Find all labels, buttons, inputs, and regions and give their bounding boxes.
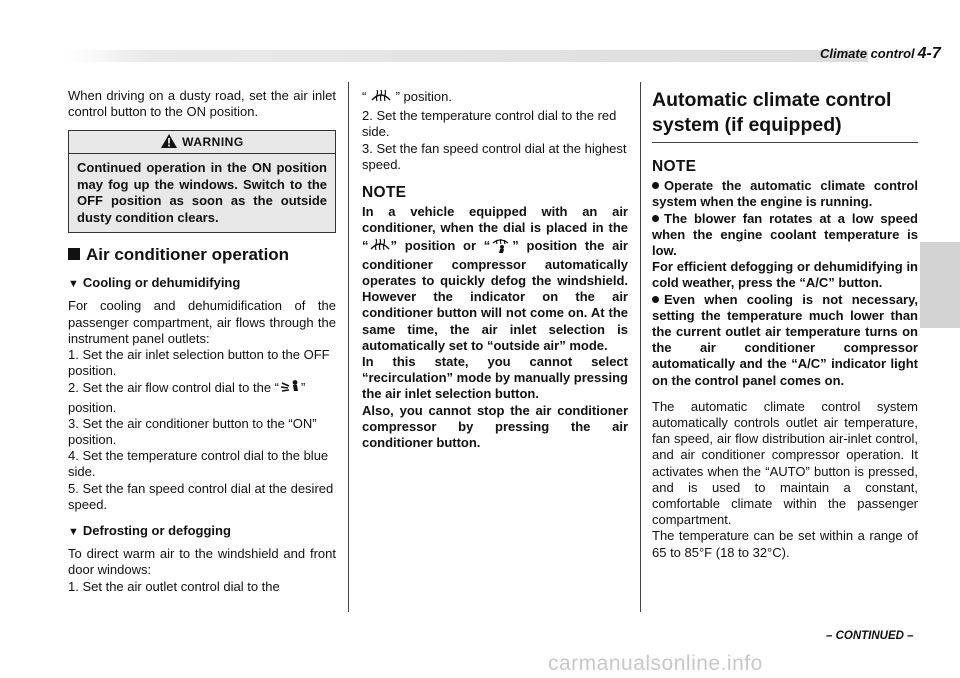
warning-box: [68, 130, 336, 233]
defrost-icon: [369, 237, 391, 257]
subsection-heading-text: Defrosting or defogging: [82, 523, 231, 539]
step: 1. Set the air outlet control dial to the: [68, 578, 280, 594]
triangle-bullet-icon: ▼: [68, 526, 79, 539]
note-text: Also, you cannot stop the air conditioner compressor by pressing the air conditioner button.: [362, 402, 628, 451]
column-3: [652, 88, 918, 561]
step: 5. Set the fan speed control dial at the desired speed.: [68, 480, 334, 512]
vent-face-mode-icon: [279, 379, 301, 399]
column-1: [68, 88, 336, 595]
warning-header: [69, 131, 335, 154]
bullet-dot-icon: [652, 296, 659, 303]
page-number: 4-7: [917, 45, 941, 62]
step-text: 2. Set the air flow control dial to the “: [68, 380, 279, 396]
section-heading: Automatic climate control system (if equipped): [652, 88, 918, 143]
column-2: [362, 88, 628, 451]
page-header: [820, 45, 941, 63]
paragraph: To direct warm air to the windshield and front door windows:: [68, 546, 336, 578]
note-text-part: ” position or “: [390, 237, 491, 253]
defrost-foot-icon: [490, 237, 512, 257]
step: 4. Set the temperature control dial to the blue side.: [68, 448, 329, 480]
step: [68, 379, 336, 415]
step: 3. Set the air conditioner button to the “ON” position.: [68, 415, 317, 448]
bullet-dot-icon: [652, 215, 659, 222]
paragraph: The automatic climate control system automatically controls outlet air temperature, fan speed, air flow distribution air-inlet control, and air conditioner compressor operation. It activates when the “AUTO” button is pressed, and is used to maintain a constant, comfortable climate within the passenger compartment.: [652, 398, 918, 528]
note-title: NOTE: [652, 158, 697, 175]
chapter-tab: [920, 242, 960, 328]
triangle-bullet-icon: ▼: [68, 278, 79, 291]
step: 2. Set the temperature control dial to the red side.: [362, 108, 617, 140]
warning-triangle-icon: [160, 133, 178, 149]
note-bullet: [652, 178, 918, 210]
note-text: In this state, you cannot select “recirculation” mode by manually pressing the air inlet selection button.: [362, 354, 628, 402]
warning-title: WARNING: [182, 135, 244, 150]
note-text-part: In a vehicle equipped with an air conditioner, when the dial is placed in the “: [362, 204, 628, 253]
note-text-part: ” position the air conditioner compressor automatically operates to quickly defog the windshield. However the indicator on the air conditioner button will not come on. At the same time, the air inlet selection is automatically set to “outside air” mode.: [362, 237, 628, 353]
paragraph: The temperature can be set within a range of 65 to 85°F (18 to 32°C).: [652, 528, 918, 560]
paragraph: For cooling and dehumidification of the passenger compartment, air flows through the instrument panel outlets:: [68, 298, 336, 346]
defrost-icon: [370, 88, 392, 108]
note-title: NOTE: [362, 184, 407, 202]
section-heading: [68, 247, 336, 263]
step-text: ” position.: [395, 89, 452, 104]
warning-text: Continued operation in the ON position may fog up the windows. Switch to the OFF position as soon as the outside dusty condition clears.: [77, 160, 327, 225]
quote-open: “: [362, 89, 367, 104]
step: [362, 88, 628, 108]
subsection-heading: [68, 275, 336, 292]
column-divider: [640, 82, 641, 612]
step-text: ” position.: [68, 380, 306, 415]
note-text: For efficient defogging or dehumidifying in cold weather, press the “A/C” button.: [652, 259, 918, 291]
note-bullet-text: Operate the automatic climate control system when the engine is running.: [652, 178, 918, 210]
section-title: Climate control: [820, 46, 915, 61]
note-bullet: [652, 292, 918, 389]
bullet-dot-icon: [652, 182, 659, 189]
note-bullet: [652, 211, 918, 260]
section-heading-text: Air conditioner operation: [86, 245, 290, 265]
intro-text: When driving on a dusty road, set the air inlet control button to the ON position.: [68, 88, 336, 120]
step: 1. Set the air inlet selection button to the OFF position.: [68, 347, 330, 379]
step: 3. Set the fan speed control dial at the highest speed.: [362, 140, 627, 172]
header-bar: [68, 50, 868, 62]
note-bullet-text: Even when cooling is not necessary, setting the temperature much lower than the current outlet air temperature turns on the air conditioner compressor automatically and the “A/C” indicator light on the control panel comes on.: [652, 291, 918, 388]
column-divider: [348, 82, 349, 612]
subsection-heading: [68, 523, 336, 540]
watermark: carmanualsonline.info: [548, 652, 763, 675]
note-text: [362, 204, 628, 354]
square-bullet-icon: [68, 248, 80, 260]
continued-label: – CONTINUED –: [826, 630, 914, 642]
note-bullet-text: The blower fan rotates at a low speed when the engine coolant temperature is low.: [652, 210, 918, 259]
subsection-heading-text: Cooling or dehumidifying: [82, 275, 241, 291]
